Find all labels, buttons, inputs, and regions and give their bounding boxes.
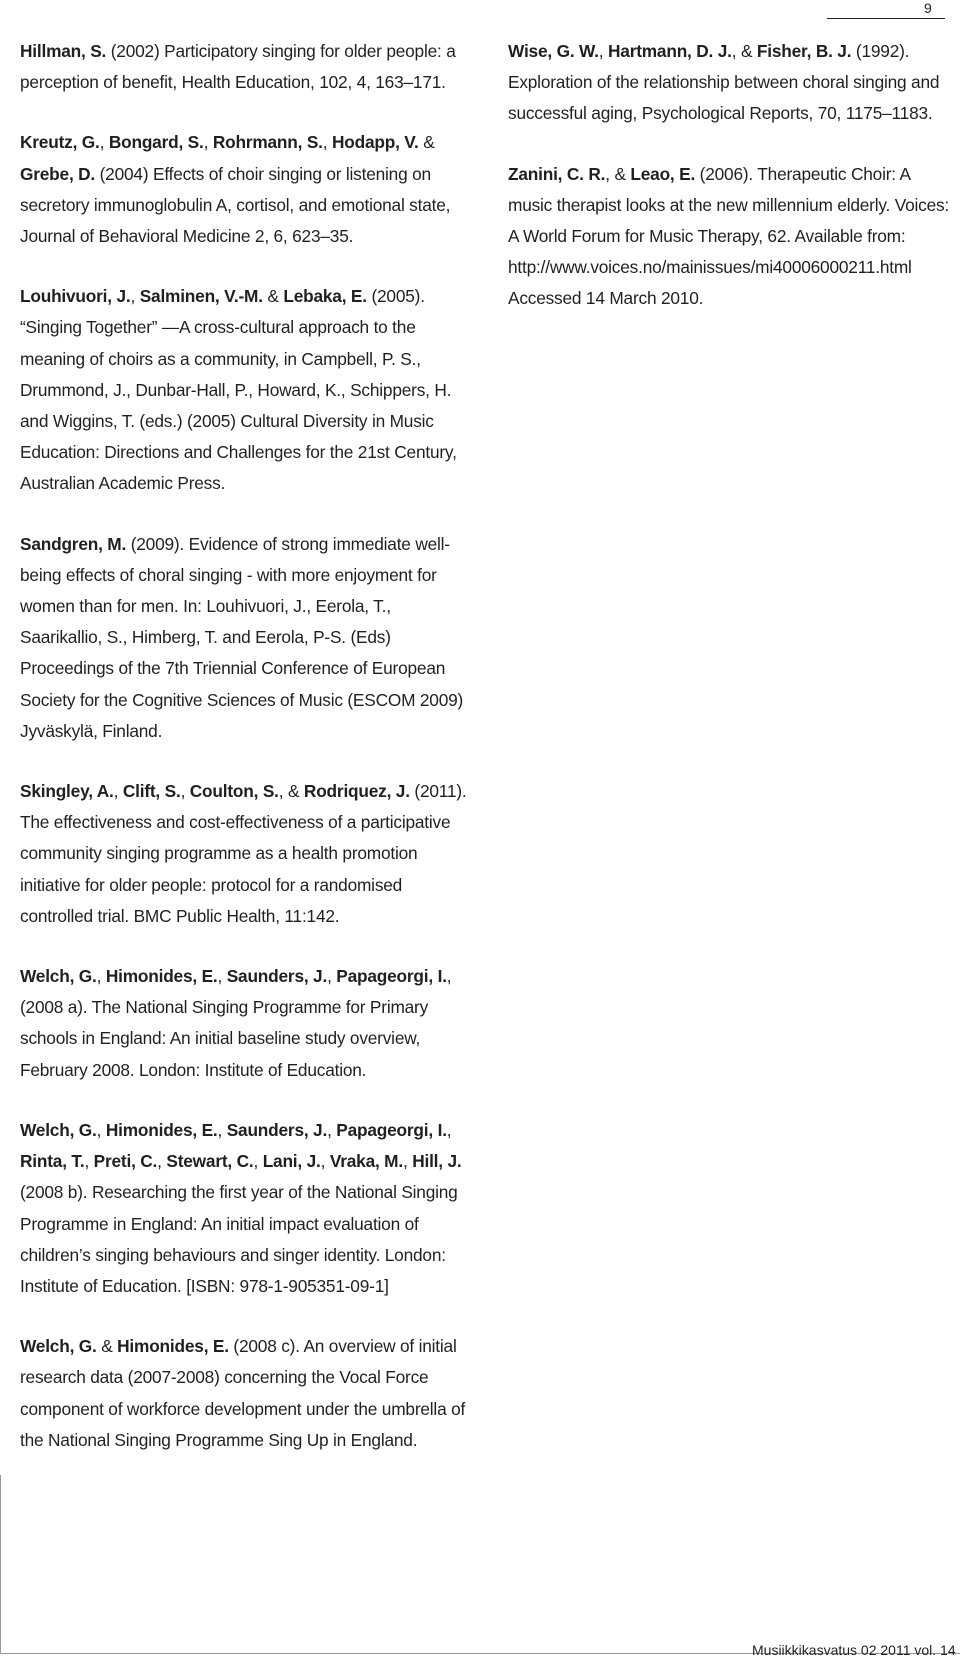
author: Saunders, J.	[226, 966, 328, 987]
author: Himonides, E.	[105, 1119, 218, 1140]
author: Kreutz, G.	[20, 132, 100, 153]
page-number: 9	[924, 0, 932, 16]
author: Preti, C.	[93, 1151, 158, 1172]
separator: ,	[99, 132, 109, 153]
citation-text: (2004) Effects of choir singing or listening on secretory immunoglobulin A, cortisol, and emotional state, Journal of Behavioral Medicine 2, 6, 623–35.	[20, 163, 451, 247]
author: Wise, G. W.	[508, 41, 599, 61]
journal-footer: Musiikkikasvatus 02 2011 vol. 14	[752, 1642, 956, 1658]
separator: &	[262, 286, 284, 307]
separator: ,	[253, 1151, 263, 1172]
citation-text: (2009). Evidence of strong immediate well-being effects of choral singing - with more enjoyment for women than for men. In: Louhivuori, J., Eerola, T., Saarikallio, S., Himberg, T. and Eerola, P-S. (Eds) Proceedings of the 7th Triennial Conference of European Society for the Cognitive Sciences of Music (ESCOM 2009) Jyväskylä, Finland.	[20, 533, 464, 741]
author: Stewart, C.	[166, 1151, 254, 1172]
separator: ,	[217, 966, 227, 987]
reference-wise	[508, 36, 954, 130]
separator: &	[96, 1336, 118, 1357]
separator: ,	[130, 286, 140, 307]
separator: ,	[402, 1151, 413, 1172]
margin-rule	[0, 1475, 1, 1653]
author: Vraka, M.	[329, 1151, 403, 1172]
separator: ,	[96, 966, 106, 987]
author: Clift, S.	[122, 781, 181, 802]
citation-text: (2008 c). An overview of initial research data (2007-2008) concerning the Vocal Force component of workforce development under the umbrella of the National Singing Programme Sing Up in England.	[20, 1336, 466, 1450]
author: Welch, G.	[20, 966, 97, 987]
author: Hill, J.	[412, 1151, 462, 1172]
citation-text: (2011). The effectiveness and cost-effectiveness of a participative community singing programme as a health promotion initiative for older people: protocol for a randomised controlled trial. BMC Public Health, 11:142.	[20, 781, 467, 926]
author: Grebe, D.	[20, 163, 96, 184]
reference-hillman	[20, 36, 472, 98]
reference-column-right	[508, 36, 954, 315]
author: Bongard, S.	[108, 132, 204, 153]
author: Leao, E.	[630, 163, 696, 184]
separator: ,	[327, 966, 337, 987]
separator: ,	[113, 781, 123, 802]
author: Sandgren, M.	[20, 533, 127, 554]
author: Welch, G.	[20, 1119, 97, 1140]
separator: , &	[278, 781, 304, 802]
separator: ,	[84, 1151, 94, 1172]
separator: ,	[203, 132, 213, 153]
citation-text: (2006). Therapeutic Choir: A music therapist looks at the new millennium elderly. Voices: A World Forum for Music Therapy, 62. Available from: http://www.voices.no/mainissues/mi40006000211.html Accessed 14 March 2010.	[508, 163, 950, 309]
author: Hillman, S.	[20, 41, 107, 61]
author: Saunders, J.	[226, 1119, 328, 1140]
separator: ,	[320, 1151, 330, 1172]
separator: , &	[605, 163, 631, 184]
author: Welch, G.	[20, 1336, 97, 1357]
separator: ,	[217, 1119, 227, 1140]
author: Skingley, A.	[20, 781, 114, 802]
separator: ,	[322, 132, 332, 153]
reference-column-left	[20, 36, 472, 1456]
author: Himonides, E.	[105, 966, 218, 987]
citation-text: (2008 b). Researching the first year of the National Singing Programme in England: An initial impact evaluation of children’s singing behaviours and singer identity. London: Institute of Education. [ISBN: 978-1-905351-09-1]	[20, 1182, 458, 1296]
author: Lebaka, E.	[283, 286, 367, 307]
separator: ,	[157, 1151, 167, 1172]
reference-welch-a	[20, 961, 472, 1086]
separator: ,	[180, 781, 190, 802]
author: Hartmann, D. J.	[608, 41, 732, 61]
separator: , &	[731, 41, 757, 61]
separator: &	[418, 132, 435, 153]
author: Coulton, S.	[189, 781, 279, 802]
citation-text: (1992). Exploration of the relationship between choral singing and successful aging, Psychological Reports, 70, 1175–1183.	[508, 41, 940, 124]
separator: ,	[96, 1119, 106, 1140]
author: Papageorgi, I.	[336, 1119, 447, 1140]
author: Salminen, V.-M.	[139, 286, 263, 307]
separator: ,	[446, 1119, 452, 1140]
author: Hodapp, V.	[331, 132, 419, 153]
reference-welch-b	[20, 1115, 472, 1302]
separator: ,	[598, 41, 608, 61]
reference-zanini	[508, 159, 954, 315]
author: Papageorgi, I.	[336, 966, 447, 987]
author: Fisher, B. J.	[756, 41, 852, 61]
citation-text: , (2008 a). The National Singing Programme for Primary schools in England: An initial baseline study overview, February 2008. London: Institute of Education.	[20, 966, 452, 1080]
author: Rinta, T.	[20, 1151, 85, 1172]
author: Rodriquez, J.	[303, 781, 410, 802]
author: Rohrmann, S.	[212, 132, 323, 153]
author: Lani, J.	[262, 1151, 321, 1172]
citation-text: (2002) Participatory singing for older people: a perception of benefit, Health Education, 102, 4, 163–171.	[20, 41, 456, 93]
reference-louhivuori	[20, 281, 472, 499]
reference-sandgren	[20, 529, 472, 747]
reference-welch-c	[20, 1331, 472, 1456]
reference-skingley	[20, 776, 472, 932]
author: Louhivuori, J.	[20, 286, 131, 307]
separator: ,	[327, 1119, 337, 1140]
author: Himonides, E.	[117, 1336, 229, 1357]
author: Zanini, C. R.	[508, 163, 606, 184]
header-rule	[827, 18, 945, 19]
reference-kreutz	[20, 127, 472, 252]
citation-text: (2005). “Singing Together” —A cross-cultural approach to the meaning of choirs as a community, in Campbell, P. S., Drummond, J., Dunbar-Hall, P., Howard, K., Schippers, H. and Wiggins, T. (eds.) (2005) Cultural Diversity in Music Education: Directions and Challenges for the 21st Century, Australian Academic Press.	[20, 286, 457, 494]
